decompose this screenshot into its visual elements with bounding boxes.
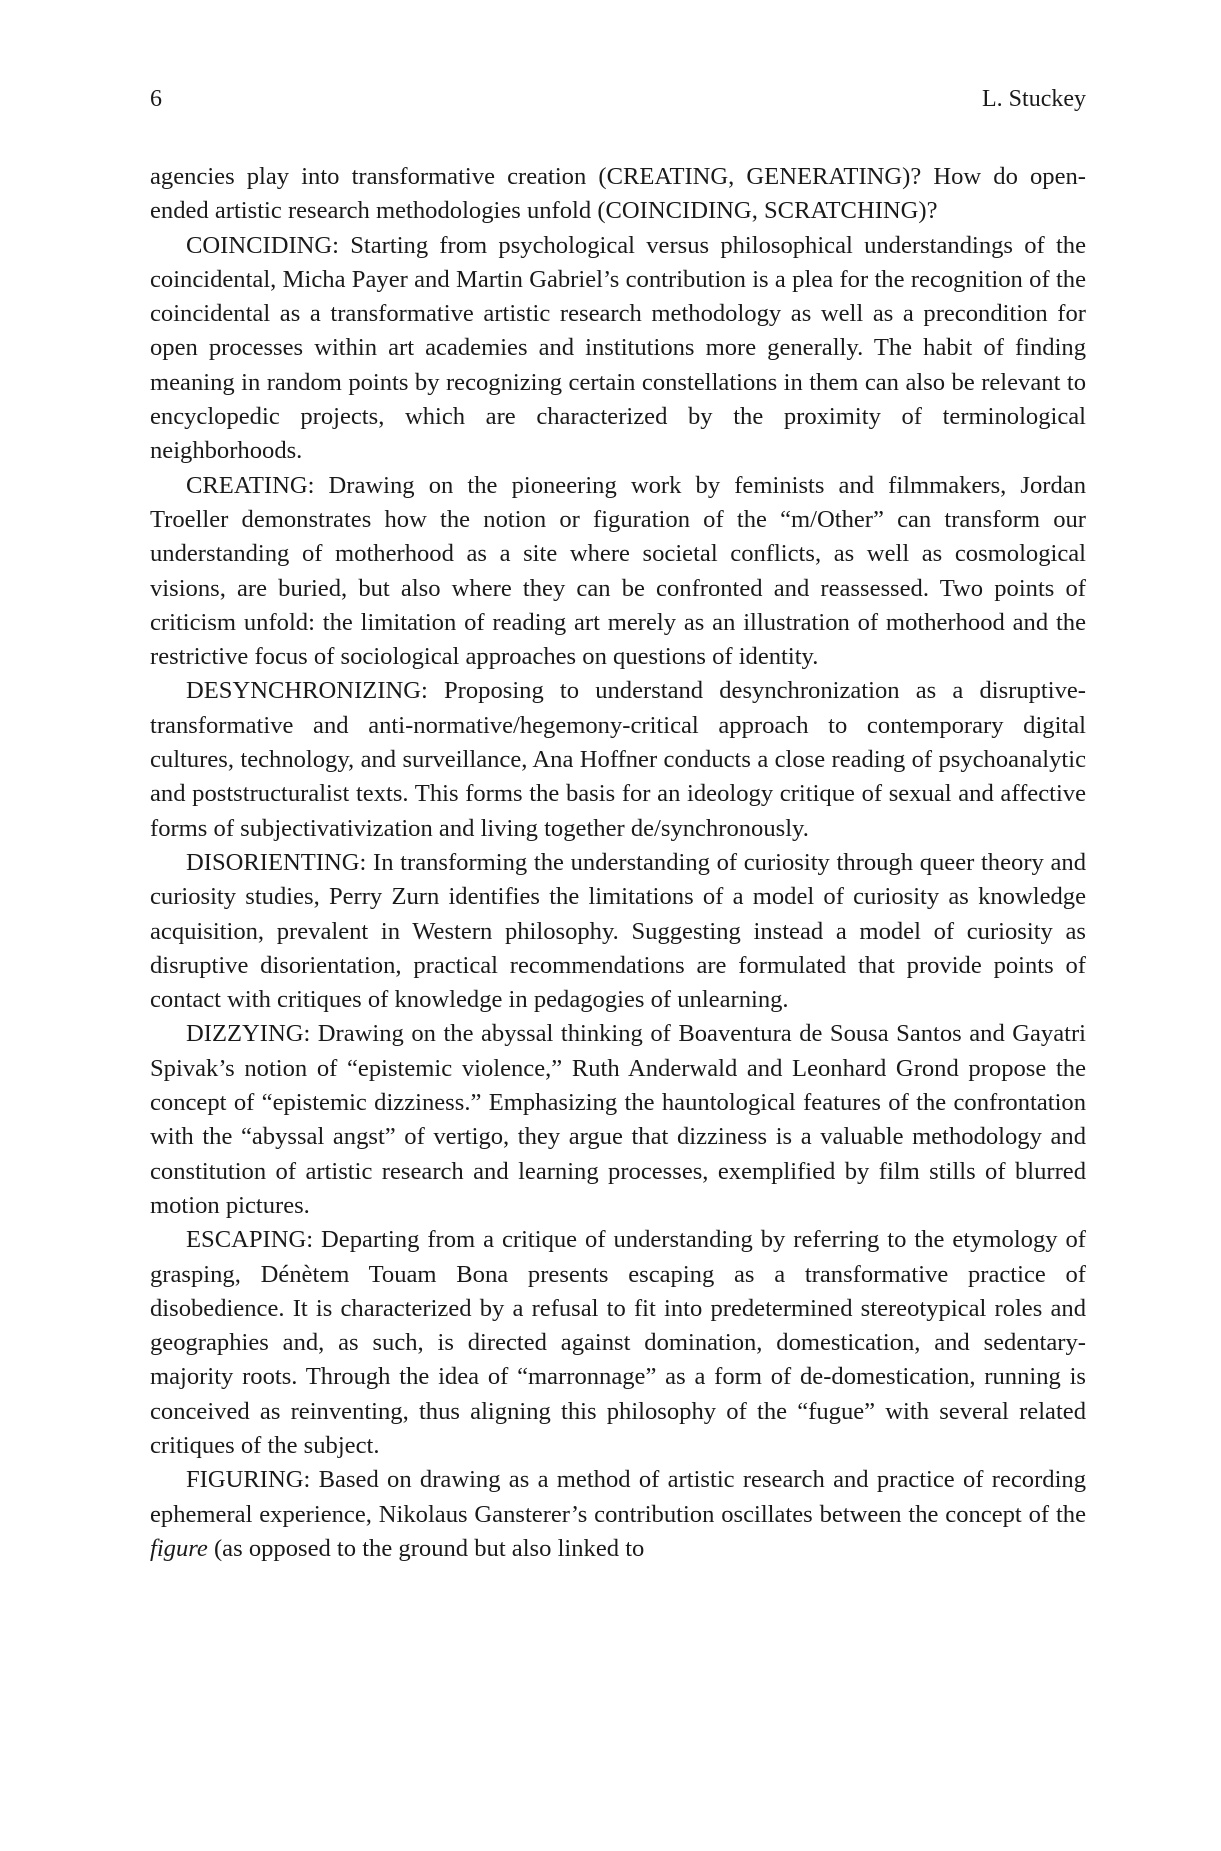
paragraph-figuring bbox=[150, 1463, 1086, 1566]
page-number: 6 bbox=[150, 86, 162, 112]
paragraph-desynchronizing: DESYNCHRONIZING: Proposing to understand desynchronization as a disruptive-transformative and anti-normative/hegemony-critical approach to contemporary digital cultures, technology, and surveillance, Ana Hoffner conducts a close reading of psychoanalytic and poststructuralist texts. This forms the basis for an ideology critique of sexual and affective forms of subjectivativization and living together de/synchronously. bbox=[150, 677, 1086, 842]
running-head bbox=[150, 84, 1086, 114]
paragraph-escaping: ESCAPING: Departing from a critique of understanding by referring to the etymology of grasping, Dénètem Touam Bona presents escaping as a transformative practice of disobedience. It is characterized by a refusal to fit into predetermined stereotypical roles and geographies and, as such, is directed against domination, domestication, and sedentary-majority roots. Through the idea of “marronnage” as a form of de-domestication, running is conceived as reinventing, thus aligning this philosophy of the “fugue” with several related critiques of the subject. bbox=[150, 1226, 1086, 1459]
paragraph-creating: CREATING: Drawing on the pioneering work by feminists and filmmakers, Jordan Troeller demonstrates how the notion or figuration of the “m/Other” can transform our understanding of motherhood as a site where societal conflicts, as well as cosmological visions, are buried, but also where they can be confronted and reassessed. Two points of criticism unfold: the limitation of reading art merely as an illustration of motherhood and the restrictive focus of sociological approaches on questions of identity. bbox=[150, 471, 1086, 671]
figuring-text-before: FIGURING: Based on drawing as a method of artistic research and practice of recording ephemeral experience, Nikolaus Gansterer’s contribution oscillates between the concept of the bbox=[150, 1466, 1086, 1528]
paragraph-continued: agencies play into transformative creation (CREATING, GENERATING)? How do open-ended artistic research methodologies unfold (COINCIDING, SCRATCHING)? bbox=[150, 163, 1086, 225]
figuring-text-after: (as opposed to the ground but also linked to bbox=[207, 1534, 645, 1562]
paragraph-coinciding: COINCIDING: Starting from psychological versus philosophical understandings of the coincidental, Micha Payer and Martin Gabriel’s contribution is a plea for the recognition of the coincidental as a transformative artistic research methodology as well as a precondition for open processes within art academies and institutions more generally. The habit of finding meaning in random points by recognizing certain constellations in them can also be relevant to encyclopedic projects, which are characterized by the proximity of terminological neighborhoods. bbox=[150, 231, 1086, 465]
running-head-author: L. Stuckey bbox=[982, 86, 1086, 112]
paragraph-disorienting: DISORIENTING: In transforming the understanding of curiosity through queer theory and curiosity studies, Perry Zurn identifies the limitations of a model of curiosity as knowledge acquisition, prevalent in Western philosophy. Suggesting instead a model of curiosity as disruptive disorientation, practical recommendations are formulated that provide points of contact with critiques of knowledge in pedagogies of unlearning. bbox=[150, 848, 1086, 1014]
body-text bbox=[150, 160, 1086, 1566]
figure-emphasis: figure bbox=[150, 1534, 208, 1562]
paragraph-dizzying: DIZZYING: Drawing on the abyssal thinking of Boaventura de Sousa Santos and Gayatri Spivak’s notion of “epistemic violence,” Ruth Anderwald and Leonhard Grond propose the concept of “epistemic dizziness.” Emphasizing the hauntological features of the confrontation with the “abyssal angst” of vertigo, they argue that dizziness is a valuable methodology and constitution of artistic research and learning processes, exemplified by film stills of blurred motion pictures. bbox=[150, 1020, 1086, 1219]
